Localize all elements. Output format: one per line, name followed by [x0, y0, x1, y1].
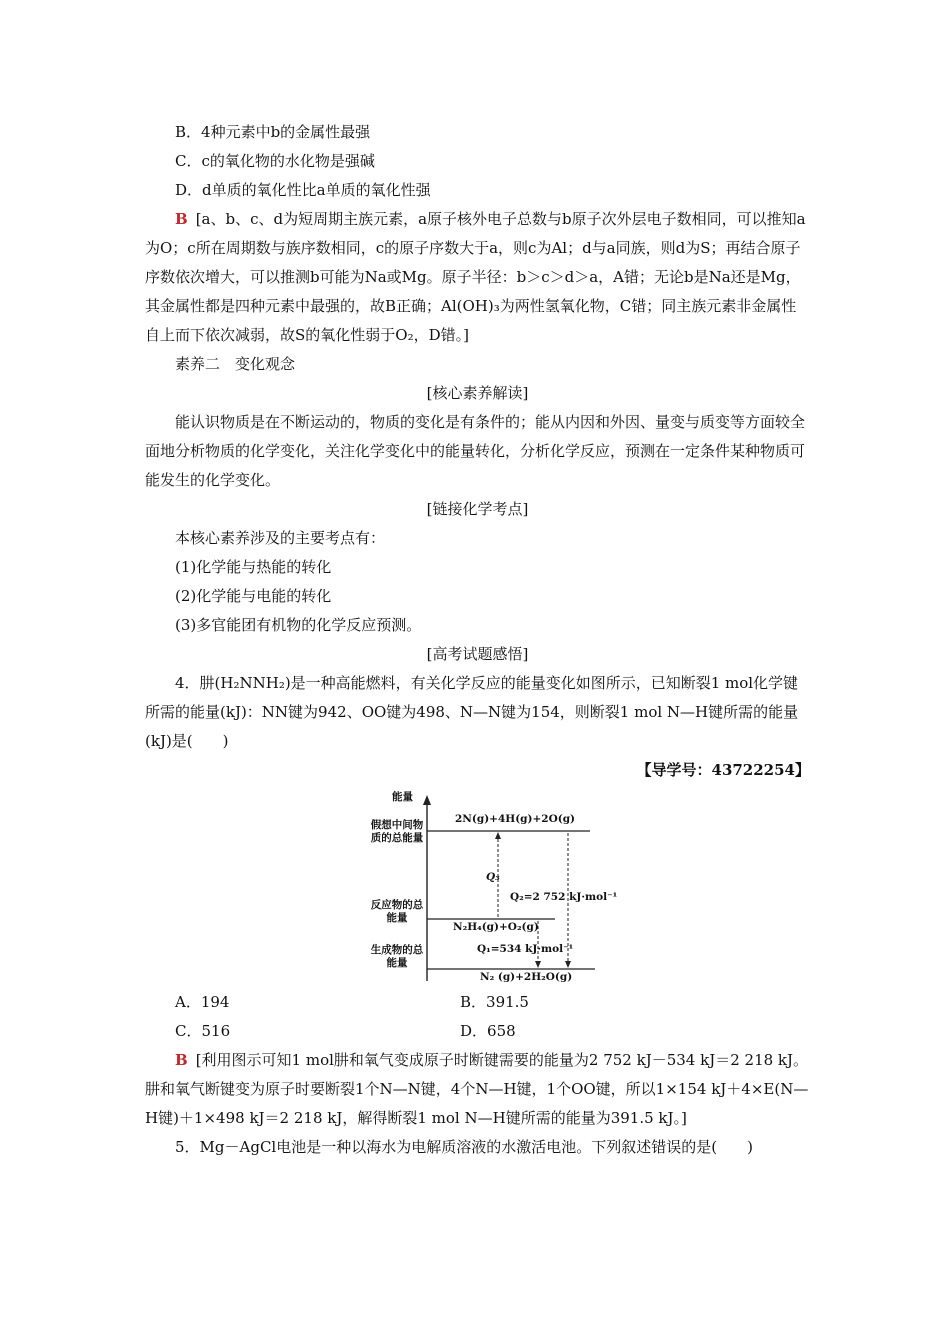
link-intro: 本核心素养涉及的主要考点有：	[175, 529, 386, 547]
q4-option-a: A．194	[175, 993, 230, 1011]
q3-answer-letter: B	[175, 210, 188, 228]
q3-explanation: [a、b、c、d为短周期主族元素，a原子核外电子总数与b原子次外层电子数相同，可以推知a为O；c所在周期数与族序数相同，c的原子序数大于a，则c为Al；d与a同族，则d为S；再结合原子序数依次增大，可以推测b可能为Na或Mg。原子半径：b＞c＞d＞a，A错；无论b是Na还是Mg，其金属性都是四种元素中最强的，故B正确；Al(OH)₃为两性氢氧化物，C错；同主族元素非金属性自上而下依次减弱，故S的氧化性弱于O₂，D错。]	[145, 210, 806, 344]
level-top-label: 假想中间物质的总能量	[370, 819, 424, 844]
q4-options-row-2	[145, 1017, 810, 1046]
q3-label: Q₃	[486, 871, 500, 883]
top-species: 2N(g)+4H(g)+2O(g)	[455, 813, 576, 825]
mid-species: N₂H₄(g)+O₂(g)	[453, 921, 539, 933]
q4-explanation: [利用图示可知1 mol肼和氧气变成原子时断键需要的能量为2 752 kJ－534 kJ＝2 218 kJ。肼和氧气断键变为原子时要断裂1个N—N键，4个N—H键，1个OO键，所以1×154 kJ＋4×E(N—H键)＋1×498 kJ＝2 218 kJ，解得断裂1 mol N—H键所需的能量为391.5 kJ。]	[145, 1051, 809, 1127]
q5-stem: 5．Mg－AgCl电池是一种以海水为电解质溶液的水激活电池。下列叙述错误的是( )	[175, 1138, 753, 1156]
heading-interpret: [核心素养解读]	[426, 384, 529, 402]
q4-options-row-1	[145, 988, 810, 1017]
q4-option-c: C．516	[175, 1022, 231, 1040]
level-bot-label: 生成物的总能量	[370, 944, 424, 969]
point-2: (2)化学能与电能的转化	[175, 587, 332, 605]
point-1: (1)化学能与热能的转化	[175, 558, 332, 576]
q4-answer	[145, 1046, 810, 1133]
q4-guide-number: 【导学号：43722254】	[636, 761, 810, 779]
section-title: 素养二 变化观念	[175, 355, 296, 373]
interpret-text: 能认识物质是在不断运动的，物质的变化是有条件的；能从内因和外因、量变与质变等方面较全面地分析物质的化学变化，关注化学变化中的能量转化，分析化学反应，预测在一定条件某种物质可能发生的化学变化。	[145, 413, 806, 489]
heading-exam: [高考试题感悟]	[426, 645, 529, 663]
heading-link: [链接化学考点]	[426, 500, 529, 518]
level-mid-label: 反应物的总能量	[370, 899, 424, 924]
q3-option-c: C．c的氧化物的水化物是强碱	[175, 152, 375, 170]
q4-option-b: B．391.5	[460, 993, 529, 1011]
document-page	[145, 118, 810, 1162]
q1-label: Q₁=534 kJ·mol⁻¹	[477, 943, 574, 955]
q3-option-b: B．4种元素中b的金属性最强	[175, 123, 371, 141]
q3-answer	[145, 205, 810, 350]
q4-option-d: D．658	[460, 1022, 516, 1040]
q4-answer-letter: B	[175, 1051, 188, 1069]
point-3: (3)多官能团有机物的化学反应预测。	[175, 616, 422, 634]
q2-label: Q₂=2 752 kJ·mol⁻¹	[510, 891, 618, 903]
q4-stem: 4．肼(H₂NNH₂)是一种高能燃料，有关化学反应的能量变化如图所示，已知断裂1 mol化学键所需的能量(kJ)：NN键为942、OO键为498、N—N键为154，则断裂1 mol N—H键所需的能量(kJ)是( )	[145, 674, 799, 750]
q3-option-d: D．d单质的氧化性比a单质的氧化性强	[175, 181, 431, 199]
energy-diagram	[370, 791, 620, 986]
y-axis-label: 能量	[392, 791, 413, 803]
bot-species: N₂ (g)+2H₂O(g)	[480, 971, 573, 983]
